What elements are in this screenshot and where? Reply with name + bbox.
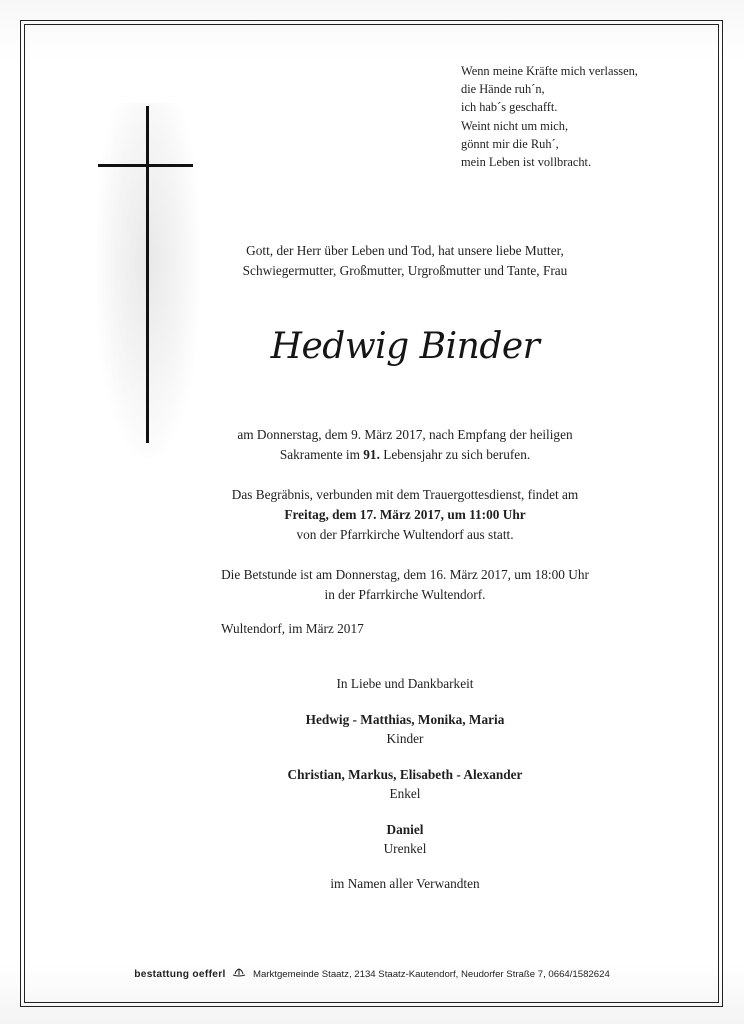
death-notice-text: Lebensjahr zu sich berufen.: [379, 447, 531, 462]
poem: [461, 62, 701, 171]
family-group-grandchildren: [200, 765, 610, 803]
poem-line: Weint nicht um mich,: [461, 118, 569, 133]
funeral-info: [200, 485, 610, 545]
funeral-line: von der Pfarrkirche Wultendorf aus statt.: [296, 527, 514, 542]
poem-line: ich hab´s geschafft.: [461, 100, 558, 115]
intro-line: Schwiegermutter, Großmutter, Urgroßmutter und Tante, Frau: [242, 263, 568, 278]
age-value: 91.: [363, 447, 380, 462]
footer: [0, 968, 744, 980]
closing-text: [200, 874, 610, 894]
family-relation: Urenkel: [383, 841, 427, 856]
funeral-date: Freitag, dem 17. März 2017, um 11:00 Uhr: [284, 507, 526, 522]
death-notice-line: [200, 445, 610, 465]
poem-line: gönnt mir die Ruh´,: [461, 136, 559, 151]
deceased-name: Hedwig Binder: [270, 326, 540, 367]
prayer-line: Die Betstunde ist am Donnerstag, dem 16. März 2017, um 18:00 Uhr: [221, 567, 589, 582]
intro-text: [200, 241, 610, 281]
poem-line: Wenn meine Kräfte mich verlassen,: [461, 64, 638, 78]
thanks-text: [200, 674, 610, 694]
death-notice-text: Sakramente im: [279, 447, 364, 462]
funeral-home-address: Marktgemeinde Staatz, 2134 Staatz-Kautendorf, Neudorfer Straße 7, 0664/1582624: [252, 969, 610, 980]
family-relation: Enkel: [389, 786, 421, 801]
family-relation: Kinder: [386, 731, 424, 746]
lotus-icon: [232, 968, 246, 980]
family-group-great-grandchildren: [200, 820, 610, 858]
prayer-info: [200, 565, 610, 605]
funeral-line: Das Begräbnis, verbunden mit dem Trauergottesdienst, findet am: [231, 487, 579, 502]
death-notice: [200, 425, 610, 465]
death-notice-line: am Donnerstag, dem 9. März 2017, nach Empfang der heiligen: [237, 427, 573, 442]
poem-line: mein Leben ist vollbracht.: [461, 155, 592, 170]
family-group-children: [200, 710, 610, 748]
cross-vertical-bar: [146, 106, 149, 443]
family-names: Christian, Markus, Elisabeth - Alexander: [287, 767, 523, 782]
cross-icon: [96, 103, 200, 458]
cross-horizontal-bar: [98, 164, 193, 167]
funeral-home-brand: bestattung oefferl: [134, 969, 226, 980]
intro-line: Gott, der Herr über Leben und Tod, hat unsere liebe Mutter,: [246, 243, 564, 258]
prayer-line: in der Pfarrkirche Wultendorf.: [324, 587, 486, 602]
family-names: Hedwig - Matthias, Monika, Maria: [305, 712, 505, 727]
poem-line: die Hände ruh´n,: [461, 82, 545, 97]
family-names: Daniel: [386, 822, 424, 837]
closing-line: im Namen aller Verwandten: [330, 876, 480, 891]
place-date: Wultendorf, im März 2017: [221, 621, 364, 636]
thanks-line: In Liebe und Dankbarkeit: [336, 676, 474, 691]
